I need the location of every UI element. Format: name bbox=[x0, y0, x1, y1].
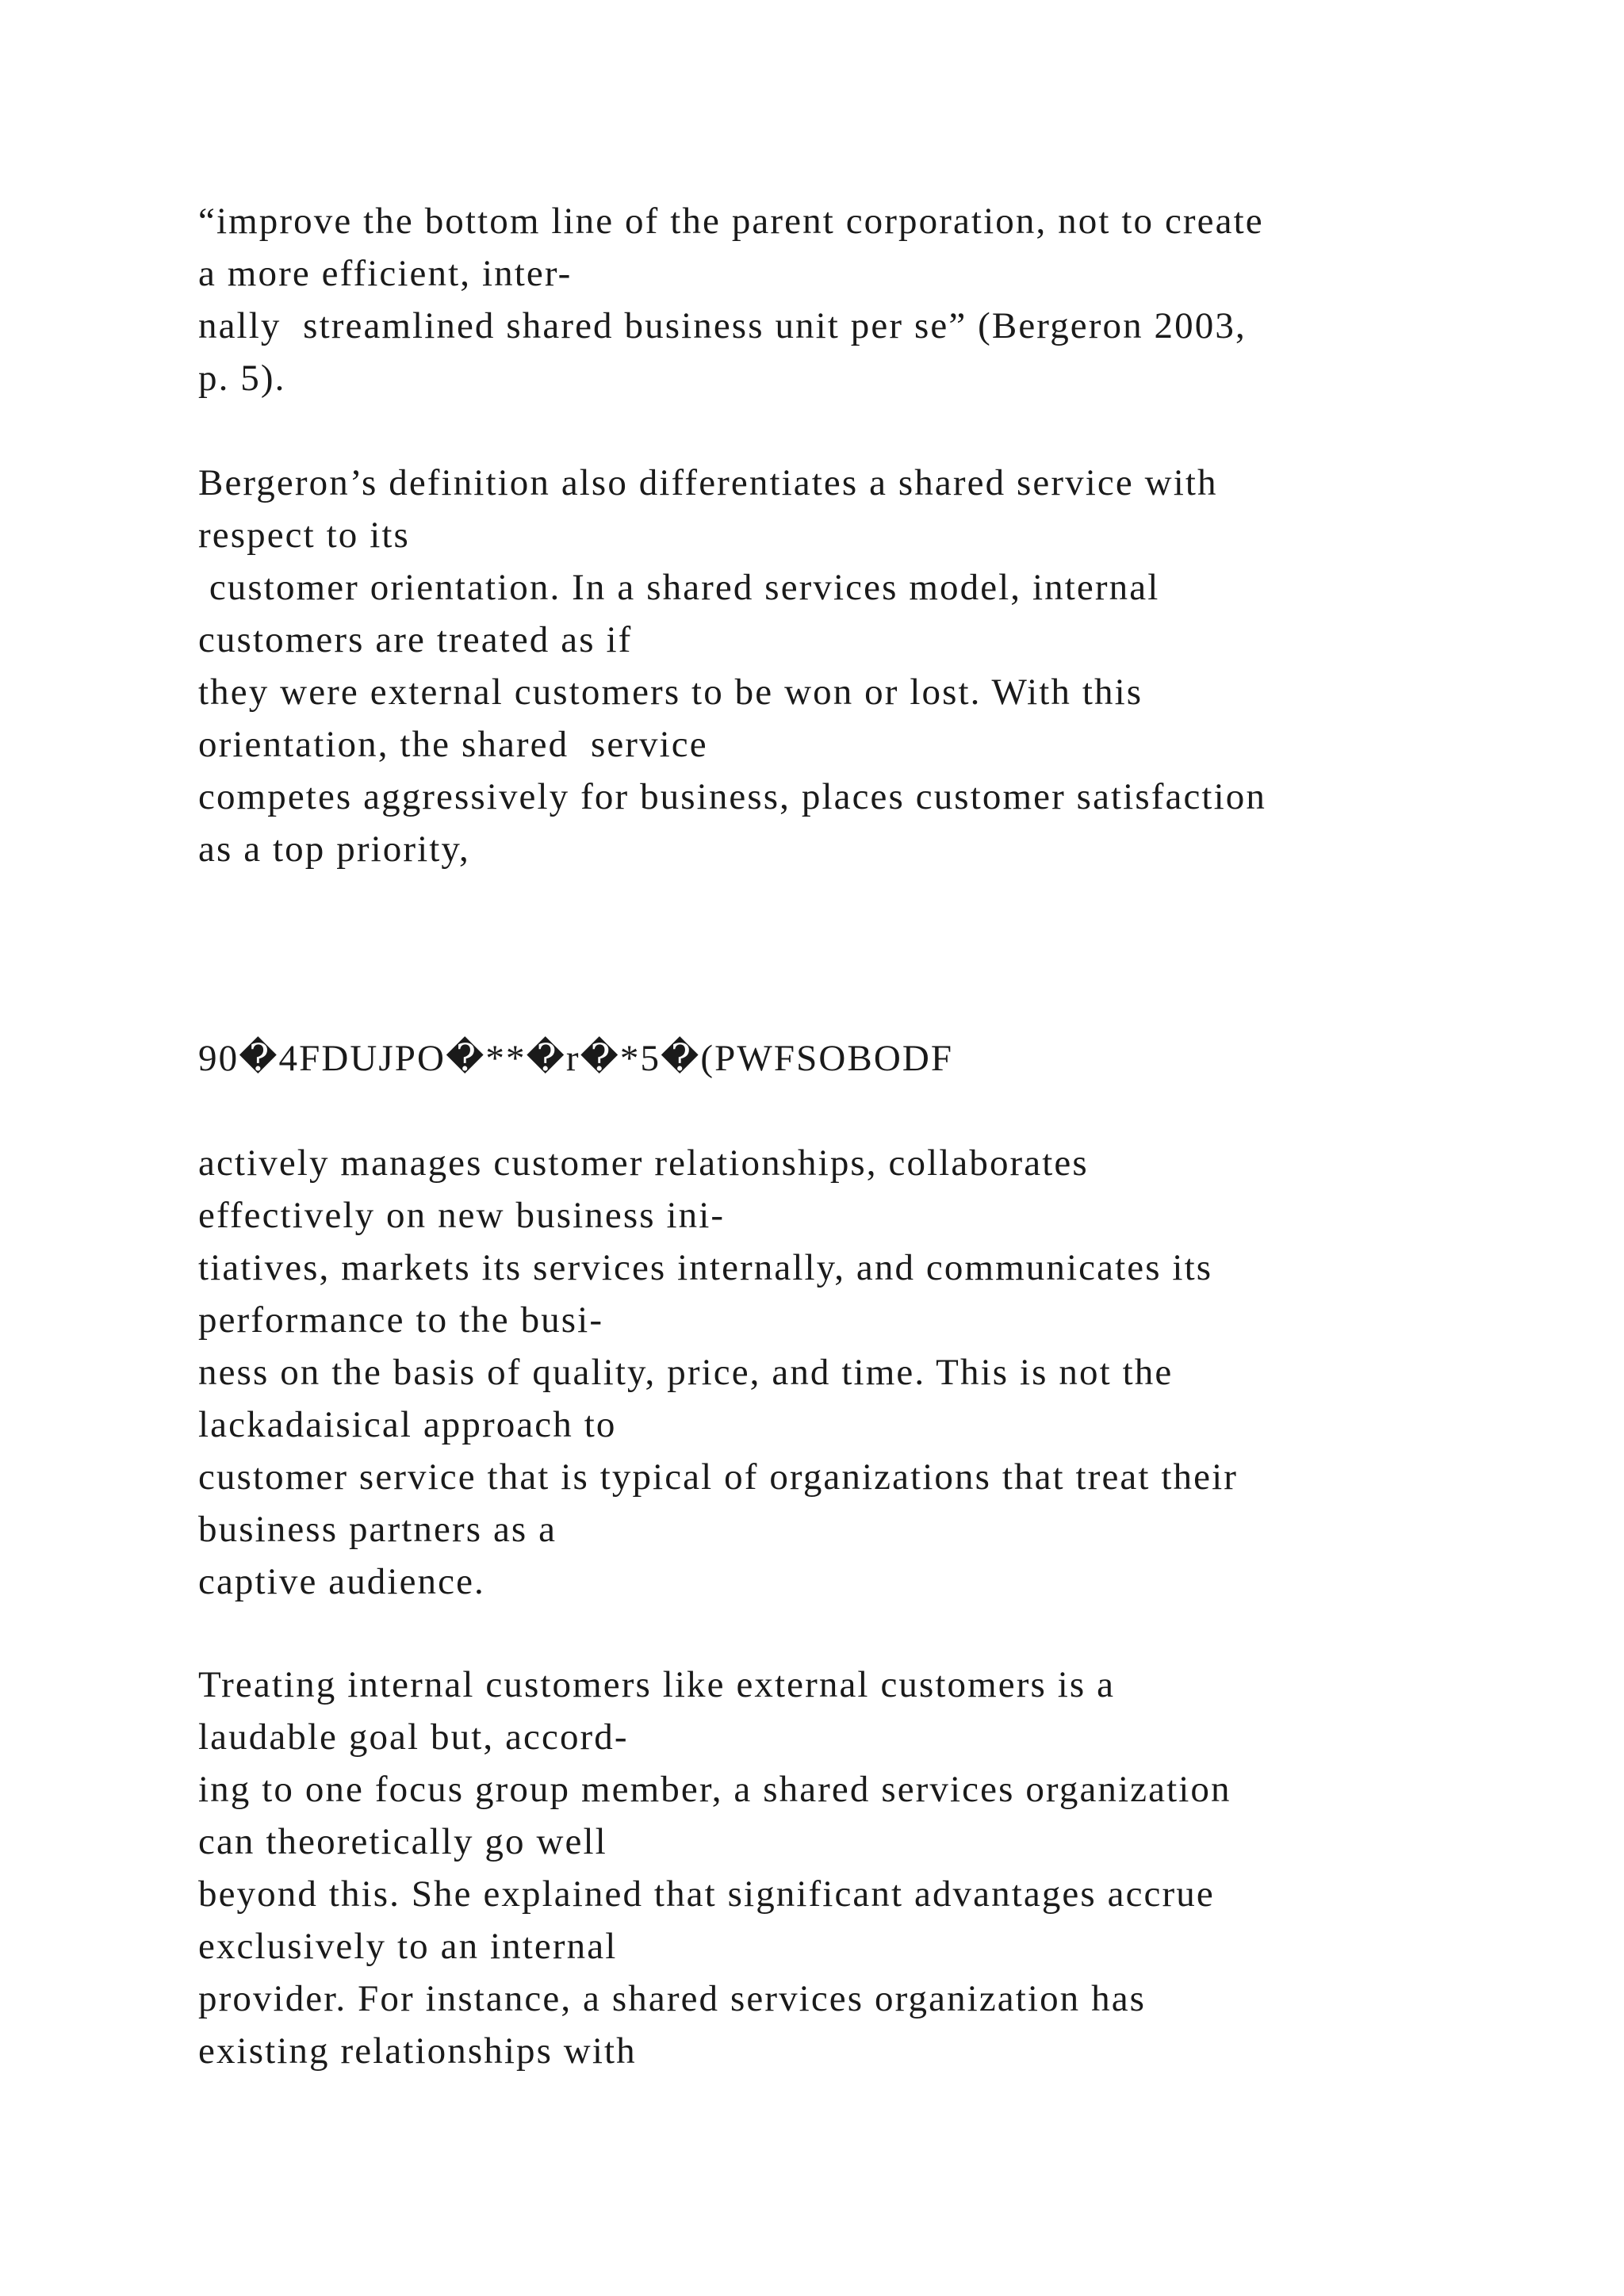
paragraph-customer-orientation: Bergeron’s definition also differentiates a shared service with respect to its customer orientation. In a shared services model, internal customers are treated as if they were external customers to be won or lost. With this orientation, the shared service competes aggressively for business, places customer satisfaction as a top priority, bbox=[198, 462, 1266, 870]
paragraph-customer-relationships: actively manages customer relationships, collaborates effectively on new business ini- tiatives, markets its services internally, and communicates its performance to the busi- ness on the basis of quality, price, and time. This is not the lackadaisical approach to customer service that is typical of organizations that treat their business partners as a captive audience. bbox=[198, 1142, 1239, 1602]
paragraph-bergeron-quote: “improve the bottom line of the parent corporation, not to create a more efficient, inter- nally streamlined shared business unit per se” (Bergeron 2003, p. 5). bbox=[198, 201, 1264, 399]
running-header-garbled: 90�4FDUJPO�**�r�*5�(PWFSOBODF bbox=[198, 1038, 954, 1079]
paragraph-internal-customers: Treating internal customers like external customers is a laudable goal but, accord- ing to one focus group member, a shared services organization can theoretically go well beyond this. She explained that significant advantages accrue exclusively to an internal provider. For instance, a shared services organization has existing relationships with bbox=[198, 1664, 1231, 2072]
